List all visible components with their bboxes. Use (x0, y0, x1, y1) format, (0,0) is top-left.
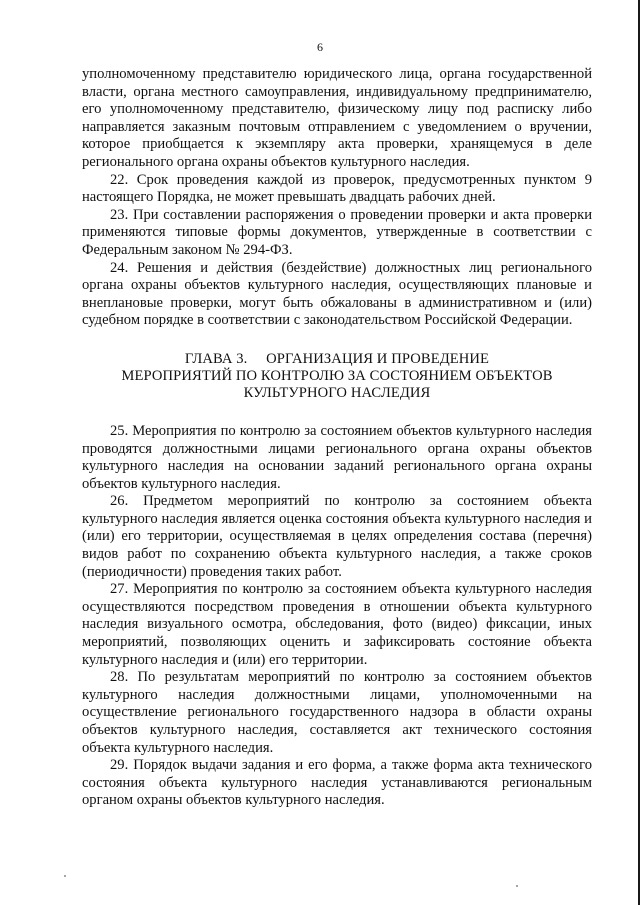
paragraph-25: 25. Мероприятия по контролю за состоянием объектов культурного наследия проводятся должностными лицами регионального органа охраны объектов культурного наследия на основании заданий регионального органа охраны объектов культурного наследия. (82, 422, 592, 492)
document-body (82, 66, 592, 810)
paragraph-23: 23. При составлении распоряжения о проведении проверки и акта проверки применяются типовые формы документов, утвержденные в соответствии с Федеральным законом № 294-ФЗ. (82, 206, 592, 258)
paragraph-24: 24. Решения и действия (бездействие) должностных лиц регионального органа охраны объектов культурного наследия, осуществляющих плановые и внеплановые проверки, могут быть обжалованы в административном и (или) судебном порядке в соответствии с законодательством Российской Федерации. (82, 259, 592, 329)
chapter-heading-line-3: КУЛЬТУРНОГО НАСЛЕДИЯ (243, 384, 431, 401)
chapter-heading-line-1: ГЛАВА 3. ОРГАНИЗАЦИЯ И ПРОВЕДЕНИЕ (184, 350, 490, 367)
paragraph-26: 26. Предметом мероприятий по контролю за состоянием объекта культурного наследия является оценка состояния объекта культурного наследия и (или) его территории, осуществляемая в целях определения состава (перечня) видов работ по сохранению объекта культурного наследия, а также сроков (периодичности) проведения таких работ. (82, 493, 592, 580)
paragraph-continuation: уполномоченному представителю юридического лица, органа государственной власти, органа местного самоуправления, индивидуальному предпринимателю, его уполномоченному представителю, физическому лицу под расписку либо направляется заказным почтовым отправлением с уведомлением о вручении, которое приобщается к экземпляру акта проверки, хранящемуся в деле регионального органа охраны объектов культурного наследия. (82, 66, 592, 170)
page-number: 6 (317, 40, 323, 54)
scan-speck (64, 875, 66, 877)
paragraph-28: 28. По результатам мероприятий по контролю за состоянием объектов культурного наследия должностными лицами, уполномоченными на осуществление регионального государственного надзора в области охраны объектов культурного наследия, составляется акт технического состояния объекта культурного наследия. (82, 669, 592, 756)
scan-speck (516, 885, 518, 887)
chapter-heading (82, 351, 592, 402)
chapter-heading-line-2: МЕРОПРИЯТИЙ ПО КОНТРОЛЮ ЗА СОСТОЯНИЕМ ОБЪЕКТОВ (121, 367, 553, 384)
paragraph-22: 22. Срок проведения каждой из проверок, предусмотренных пунктом 9 настоящего Порядка, не может превышать двадцать рабочих дней. (82, 171, 592, 206)
paragraph-27: 27. Мероприятия по контролю за состоянием объекта культурного наследия осуществляются посредством проведения в отношении объекта культурного наследия визуального осмотра, обследования, фото (видео) фиксации, иных мероприятий, позволяющих оценить и зафиксировать состояние объекта культурного наследия и (или) его территории. (82, 581, 592, 668)
paragraph-29: 29. Порядок выдачи задания и его форма, а также форма акта технического состояния объекта культурного наследия устанавливаются региональным органом охраны объектов культурного наследия. (82, 757, 592, 809)
